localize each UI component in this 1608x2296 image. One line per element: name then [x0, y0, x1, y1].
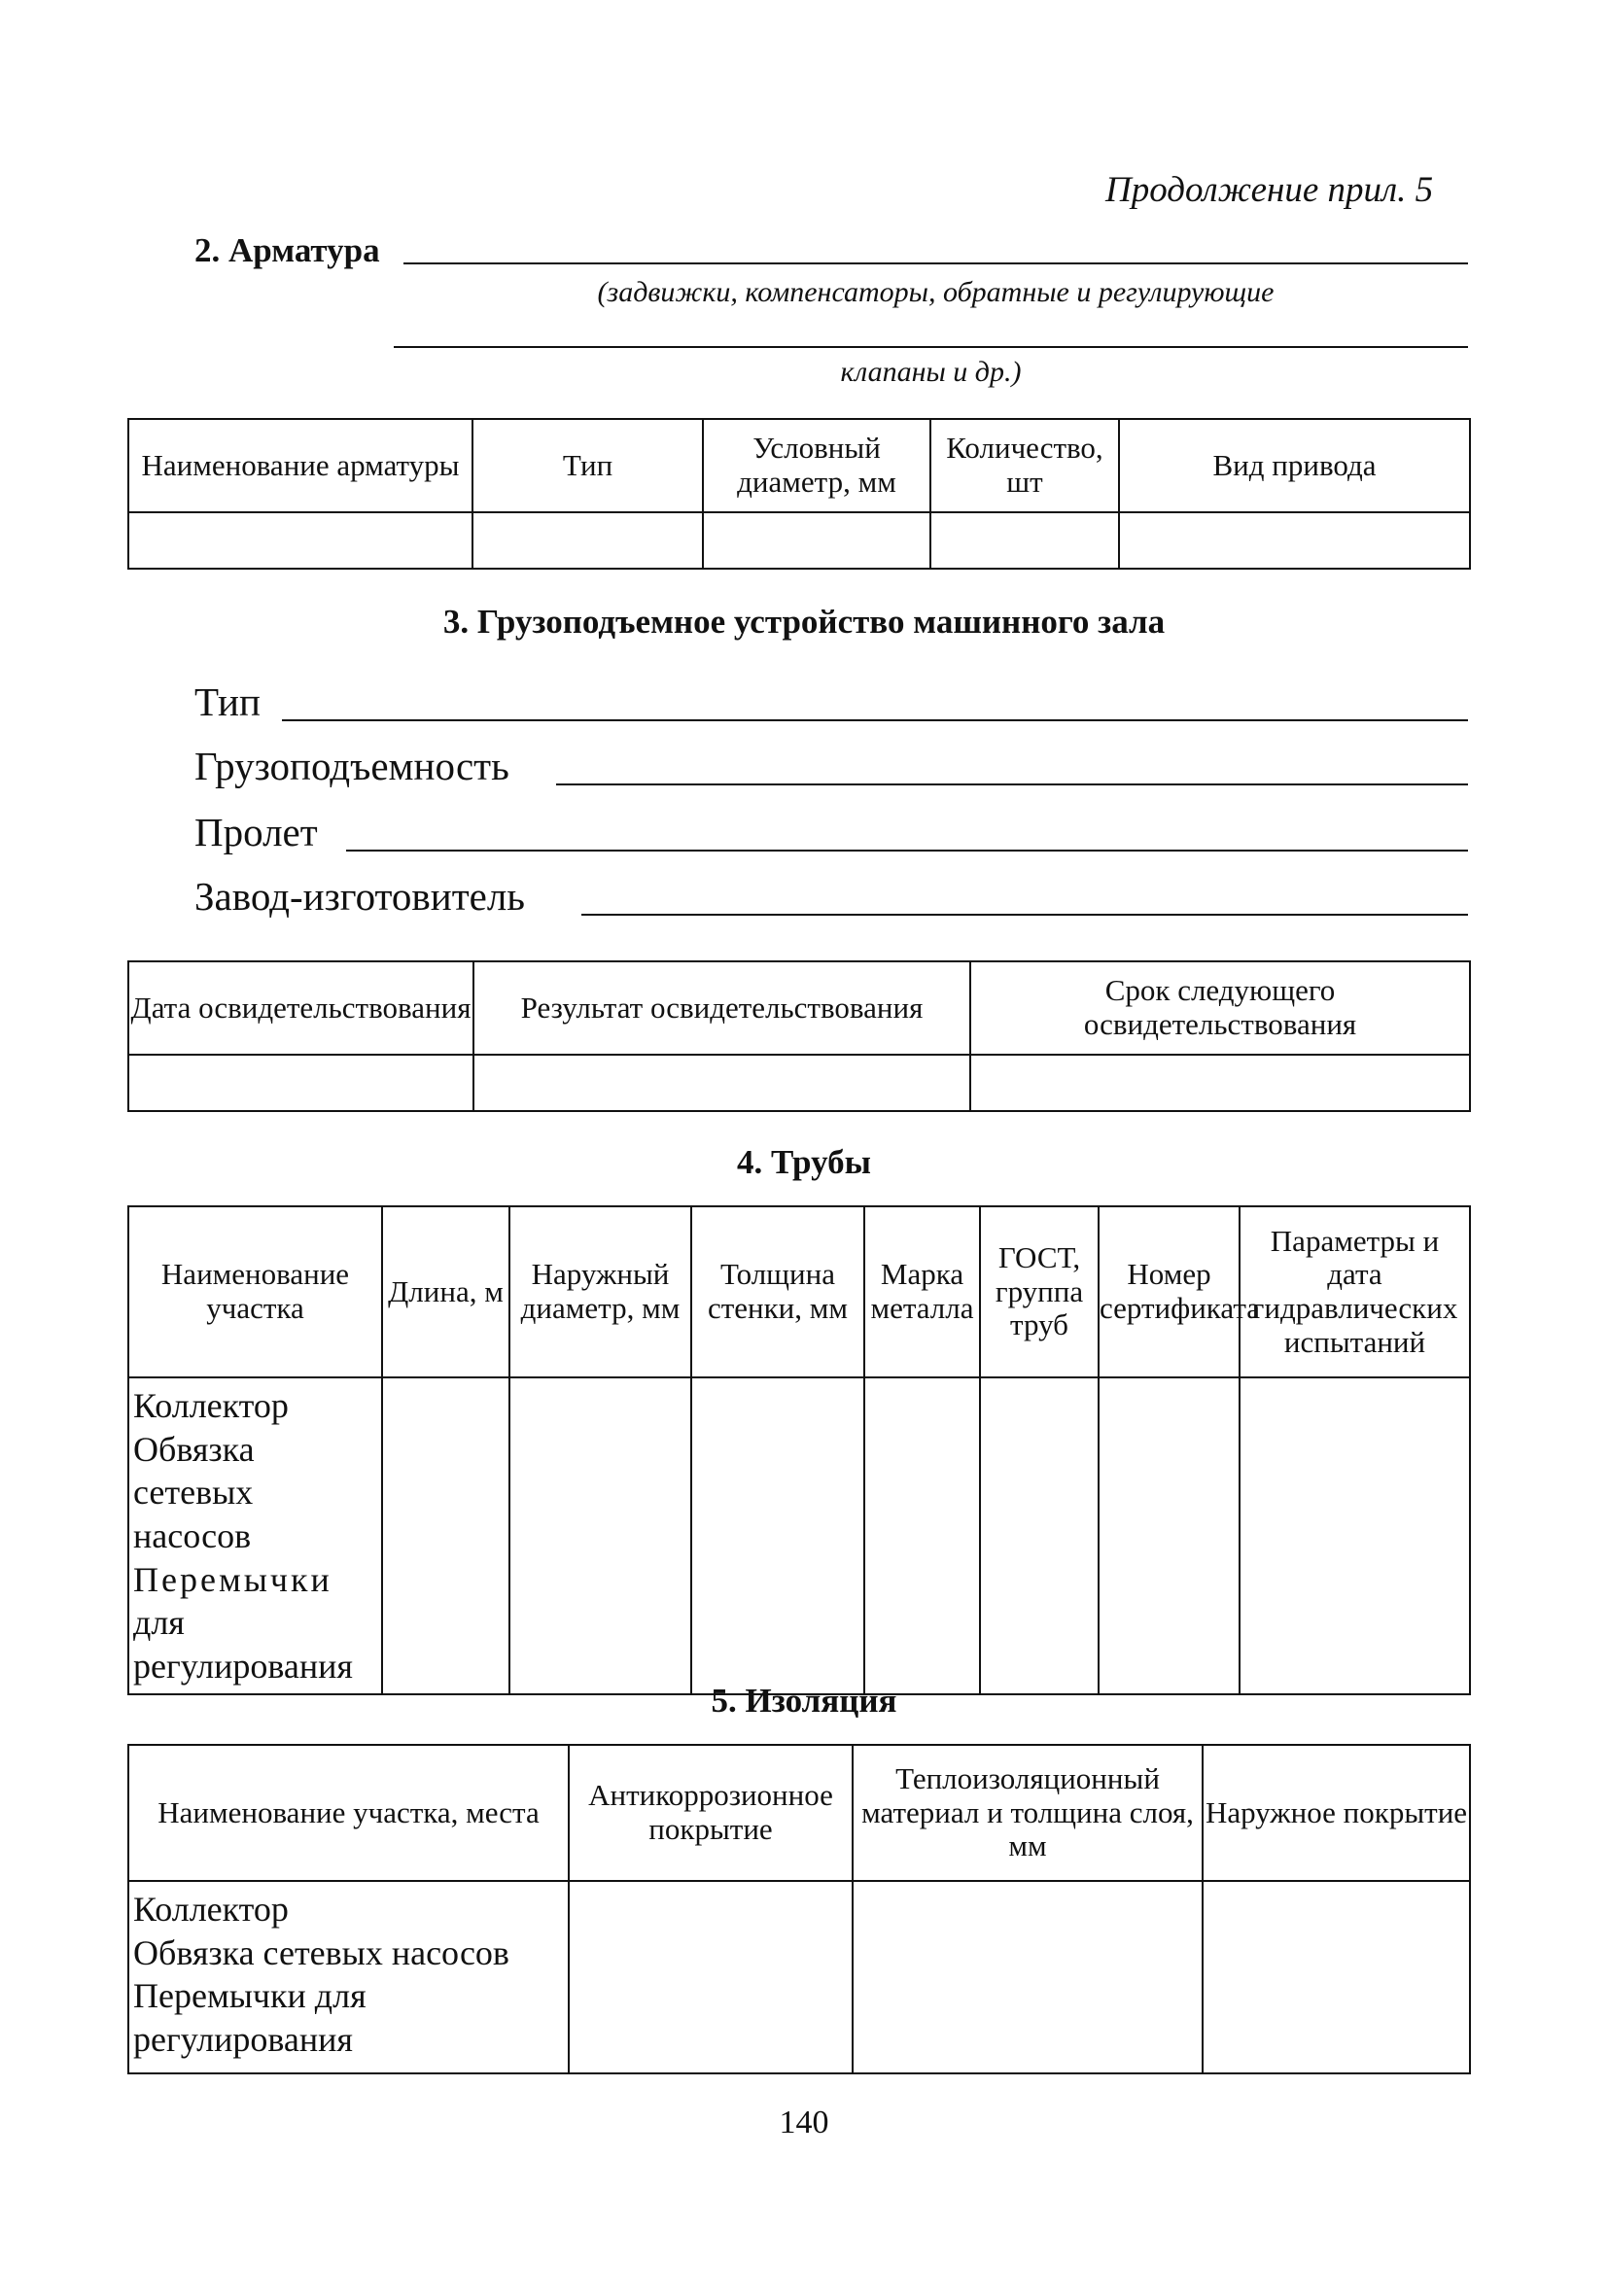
continuation-note: Продолжение прил. 5	[1105, 170, 1434, 210]
armatura-empty-row	[128, 512, 1470, 569]
table-cell[interactable]	[382, 1377, 509, 1694]
table-cell[interactable]	[691, 1377, 864, 1694]
field-capacity-label: Грузоподъемность	[194, 744, 509, 788]
inspection-empty-row	[128, 1055, 1470, 1111]
pipes-sections-cell	[128, 1377, 382, 1694]
col-drive-type: Вид привода	[1119, 419, 1470, 512]
list-item: Коллектор	[133, 1386, 289, 1425]
list-item: Коллектор	[133, 1890, 289, 1929]
col-type: Тип	[472, 419, 703, 512]
col-nominal-diameter: Условный диаметр, мм	[703, 419, 930, 512]
col-section-place: Наименование участка, места	[128, 1745, 569, 1881]
table-cell[interactable]	[569, 1881, 853, 2073]
list-item: Перемычки	[133, 1559, 332, 1599]
field-capacity-line[interactable]	[556, 783, 1468, 785]
insulation-body-row	[128, 1881, 1470, 2073]
col-hydraulic-tests: Параметры и дата гидравлических испытаний	[1240, 1206, 1470, 1377]
list-item: для регулирования	[133, 1603, 353, 1686]
table-cell[interactable]	[970, 1055, 1470, 1111]
section-4-title: 4. Трубы	[737, 1143, 871, 1181]
table-cell[interactable]	[128, 1055, 473, 1111]
field-type-label: Тип	[194, 679, 261, 724]
armatura-fill-line-2[interactable]	[394, 346, 1468, 348]
armatura-header-row	[128, 419, 1470, 512]
list-item: Обвязка сетевых насосов	[133, 1932, 509, 1972]
table-cell[interactable]	[1099, 1377, 1240, 1694]
col-next-inspection: Срок следующего освидетельствования	[970, 961, 1470, 1055]
col-armatura-name: Наименование арматуры	[128, 419, 472, 512]
table-cell[interactable]	[473, 1055, 970, 1111]
list-item: Обвязка сетевых насосов	[133, 1429, 255, 1555]
armatura-note-2: клапаны и др.)	[840, 356, 1022, 388]
table-cell[interactable]	[980, 1377, 1099, 1694]
inspection-table	[127, 960, 1471, 1112]
field-manufacturer-line[interactable]	[581, 914, 1468, 916]
col-outer-coating: Наружное покрытие	[1203, 1745, 1470, 1881]
table-cell[interactable]	[1240, 1377, 1470, 1694]
pipes-table	[127, 1205, 1471, 1695]
field-manufacturer-label: Завод-изготовитель	[194, 874, 525, 919]
field-span-label: Пролет	[194, 810, 318, 854]
col-metal-grade: Марка металла	[864, 1206, 980, 1377]
col-inspection-result: Результат освидетельствования	[473, 961, 970, 1055]
section-3-title: 3. Грузоподъемное устройство машинного зала	[442, 603, 1166, 641]
col-outer-diameter: Наружный диаметр, мм	[509, 1206, 691, 1377]
section-2-title: 2. Арматура	[194, 231, 380, 269]
col-length: Длина, м	[382, 1206, 509, 1377]
armatura-note-1: (задвижки, компенсаторы, обратные и регулирующие	[597, 276, 1275, 308]
table-cell[interactable]	[472, 512, 703, 569]
table-cell[interactable]	[703, 512, 930, 569]
field-span-line[interactable]	[346, 850, 1468, 852]
col-inspection-date: Дата освидетельствования	[128, 961, 473, 1055]
pipes-body-row	[128, 1377, 1470, 1694]
insulation-table	[127, 1744, 1471, 2074]
table-cell[interactable]	[853, 1881, 1203, 2073]
section-5-title: 5. Изоляция	[711, 1682, 897, 1720]
armatura-table	[127, 418, 1471, 570]
table-cell[interactable]	[930, 512, 1119, 569]
list-item: Перемычки для регулирования	[133, 1976, 367, 2059]
col-certificate-number: Номер сертификата	[1099, 1206, 1240, 1377]
pipes-header-row	[128, 1206, 1470, 1377]
col-section-name: Наименование участка	[128, 1206, 382, 1377]
table-cell[interactable]	[1119, 512, 1470, 569]
insulation-sections-cell	[128, 1881, 569, 2073]
table-cell[interactable]	[1203, 1881, 1470, 2073]
col-wall-thickness: Толщина стенки, мм	[691, 1206, 864, 1377]
col-thermal-insulation: Теплоизоляционный материал и толщина слоя, мм	[853, 1745, 1203, 1881]
col-gost-group: ГОСТ, группа труб	[980, 1206, 1099, 1377]
table-cell[interactable]	[128, 512, 472, 569]
page-number: 140	[779, 2105, 829, 2140]
table-cell[interactable]	[864, 1377, 980, 1694]
col-quantity: Количество, шт	[930, 419, 1119, 512]
table-cell[interactable]	[509, 1377, 691, 1694]
armatura-fill-line[interactable]	[403, 262, 1468, 264]
field-type-line[interactable]	[282, 719, 1468, 721]
col-anticorrosion: Антикоррозионное покрытие	[569, 1745, 853, 1881]
inspection-header-row	[128, 961, 1470, 1055]
insulation-header-row	[128, 1745, 1470, 1881]
